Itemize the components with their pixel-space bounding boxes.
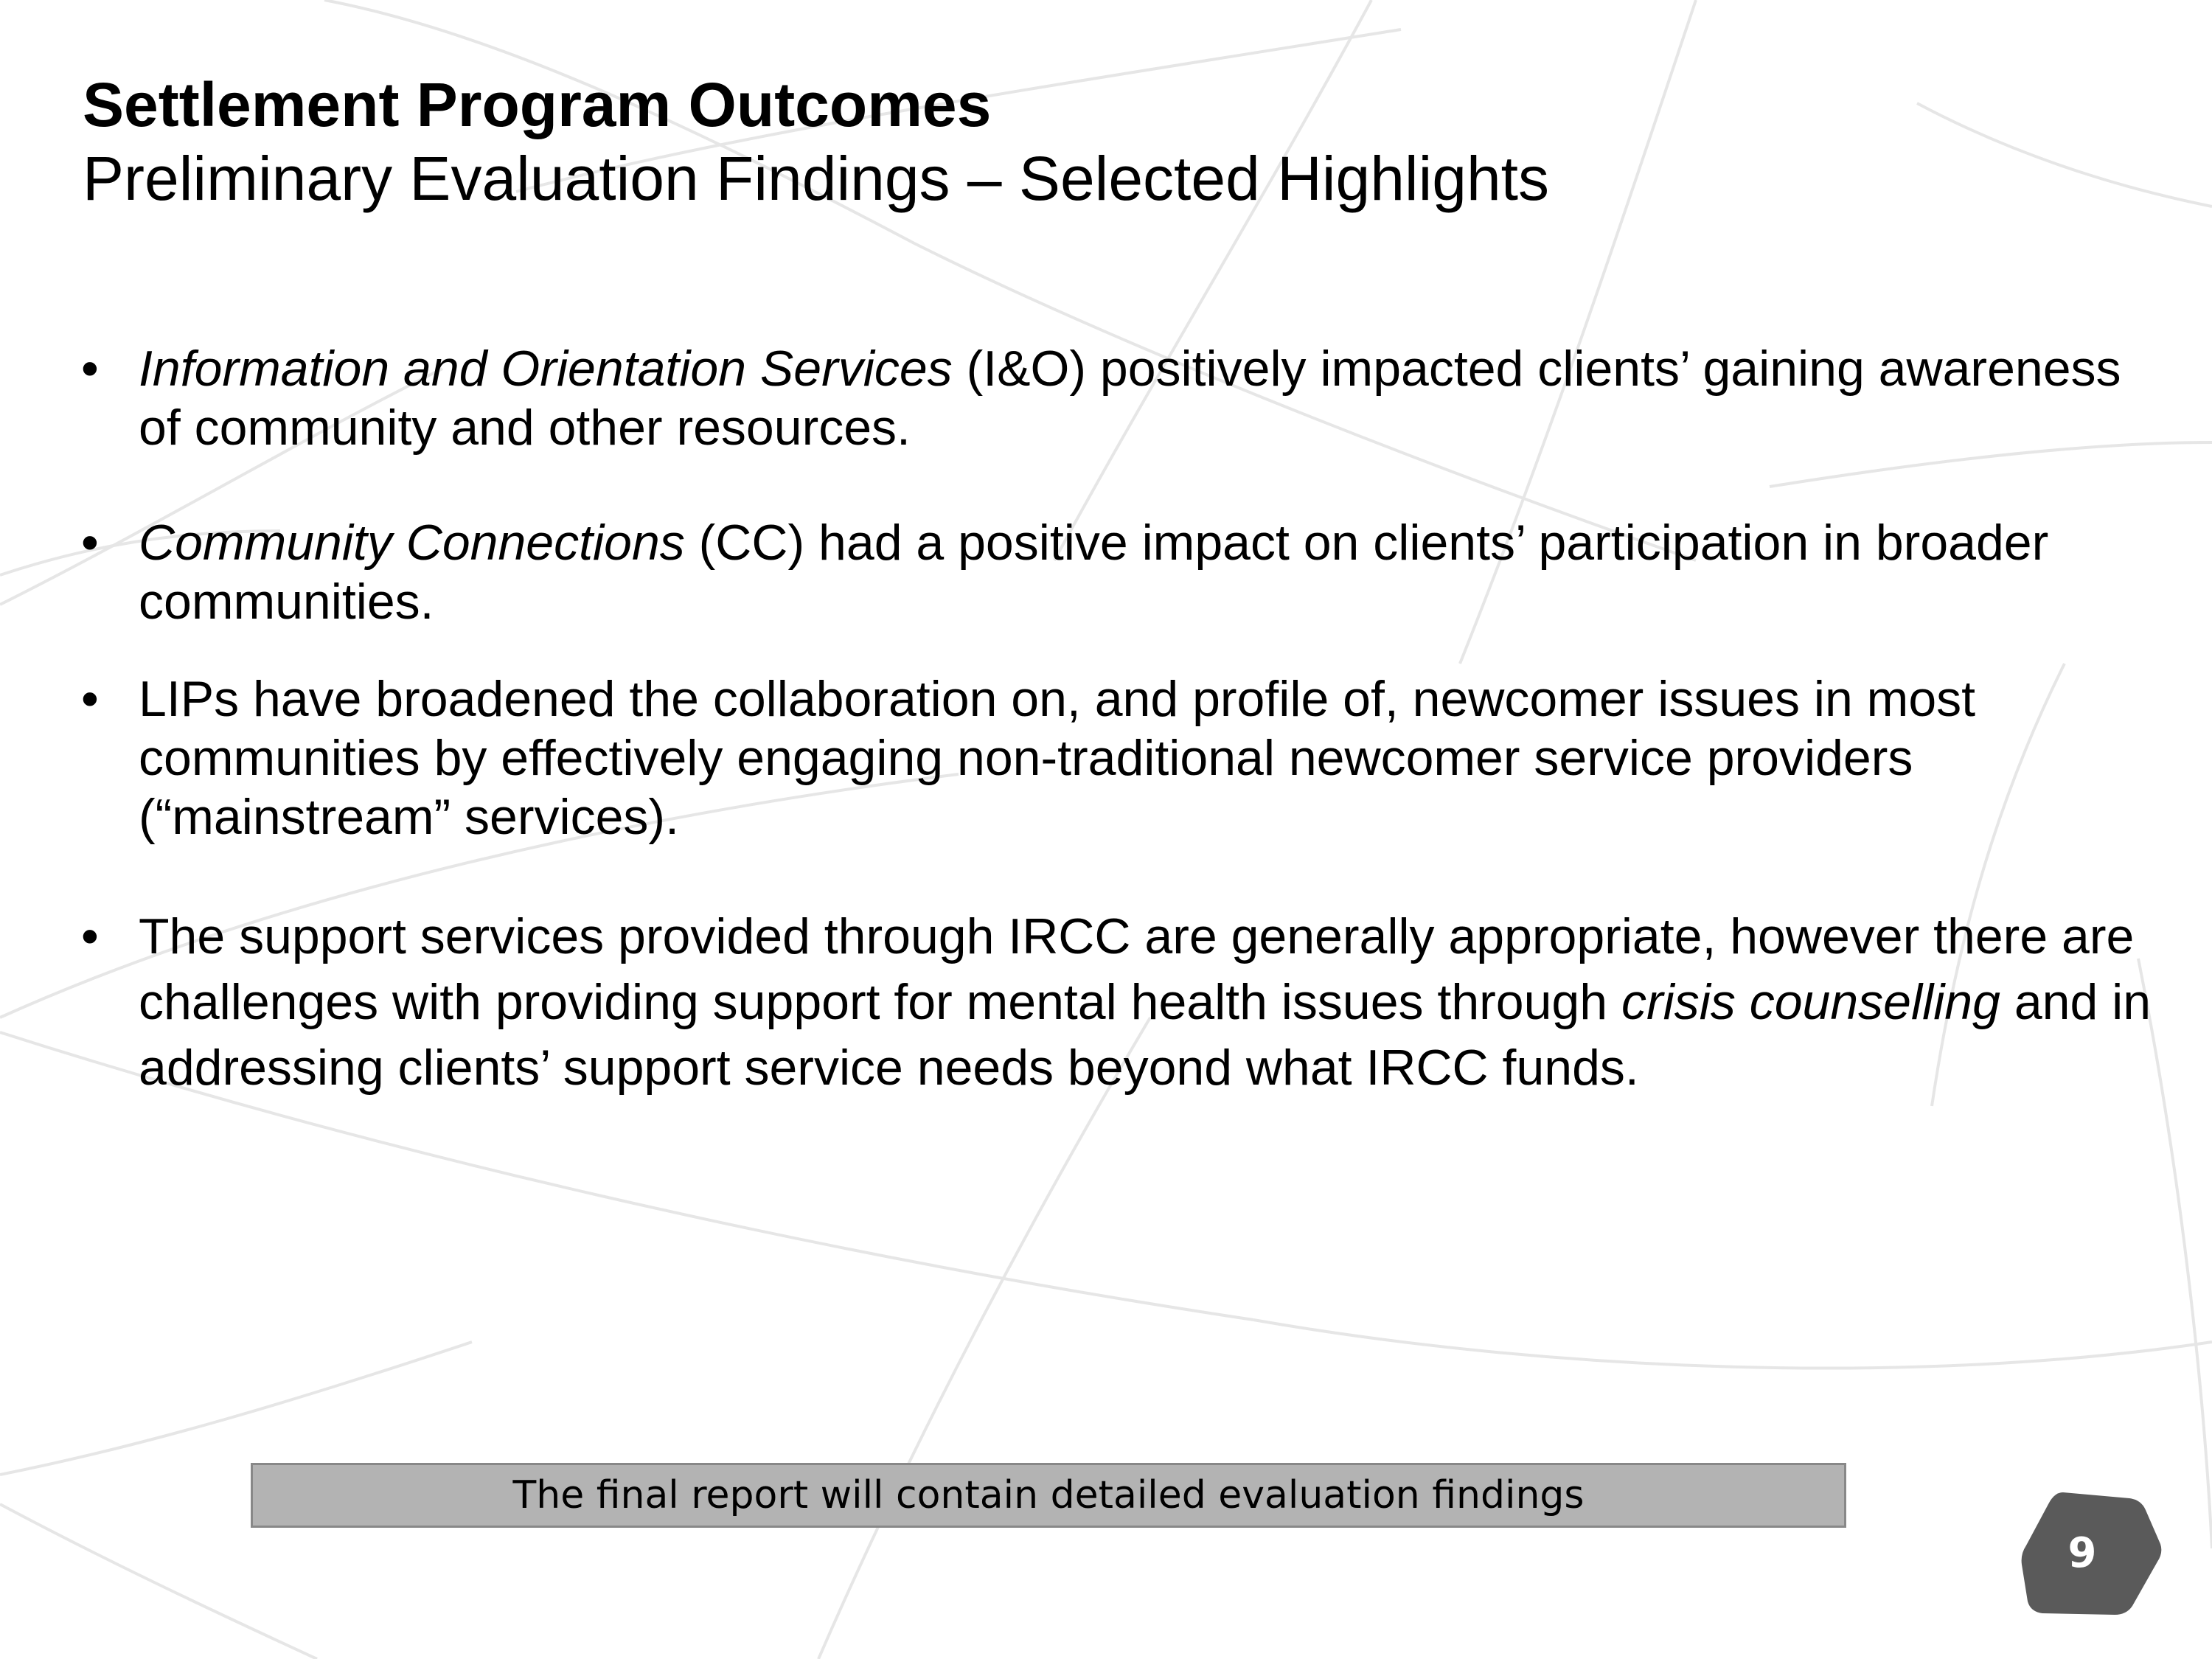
list-item xyxy=(81,904,2188,1101)
bullet-text: LIPs have broadened the collaboration on, and profile of, newcomer issues in most communities by effectively engaging non-traditional newcomer service providers (“mainstream” services). xyxy=(139,671,1976,845)
bullet-italic-term: crisis counselling xyxy=(1621,974,2000,1030)
bullet-italic-term: Community Connections xyxy=(139,515,685,571)
list-item xyxy=(81,669,2146,846)
page-title: Settlement Program Outcomes xyxy=(83,70,992,139)
page-number: 9 xyxy=(2067,1528,2097,1577)
page-subtitle: Preliminary Evaluation Findings – Selected Highlights xyxy=(83,144,1550,213)
bullet-text: (I&O) positively impacted clients’ gaining awareness of community and other resources. xyxy=(139,341,2121,456)
title-block xyxy=(83,68,1549,215)
page-number-badge xyxy=(2019,1488,2166,1618)
list-item xyxy=(81,513,2146,631)
findings-list xyxy=(81,339,2152,1101)
bullet-text: and in addressing clients’ support service needs beyond what IRCC funds. xyxy=(139,974,2152,1096)
bullet-italic-term: Information and Orientation Services xyxy=(139,341,953,397)
bullet-text: (CC) had a positive impact on clients’ participation in broader communities. xyxy=(139,515,2049,630)
final-report-note: The final report will contain detailed evaluation findings xyxy=(251,1463,1846,1528)
list-item xyxy=(81,339,2146,457)
bullet-text: The support services provided through IRCC are generally appropriate, however there are challenges with providing support for mental health issues through xyxy=(139,908,2135,1030)
